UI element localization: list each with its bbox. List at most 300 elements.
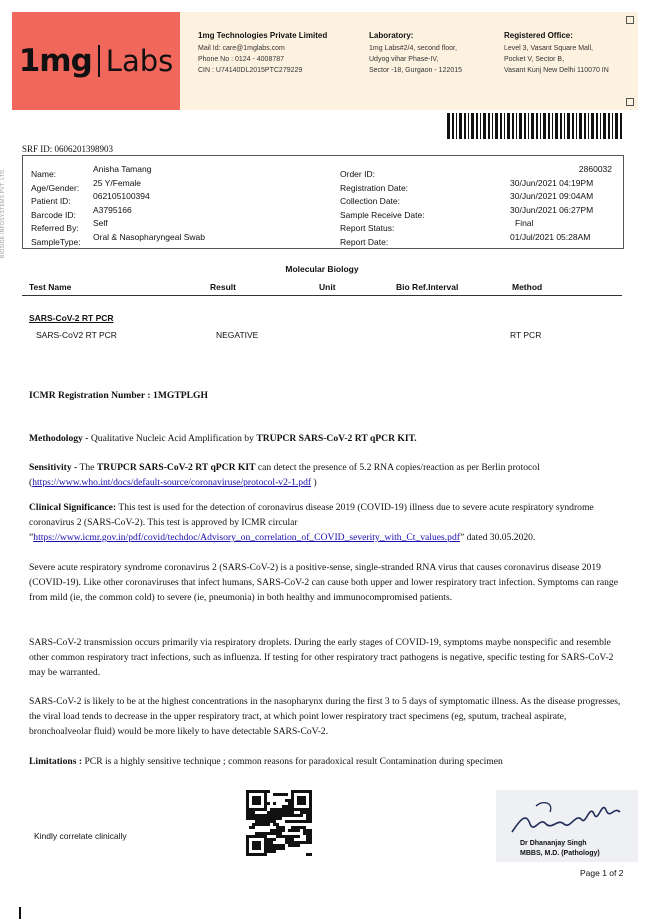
qr-module — [279, 793, 282, 796]
qr-module — [303, 799, 306, 802]
qr-module — [291, 808, 294, 811]
qr-code-icon — [246, 790, 312, 856]
qr-module — [297, 829, 300, 832]
footer-mark — [19, 907, 21, 919]
qr-module — [288, 844, 291, 847]
clinical-significance — [29, 500, 625, 545]
barcode-bar — [488, 113, 490, 139]
barcode-bar — [480, 113, 481, 139]
limitations — [29, 754, 625, 769]
qr-module — [297, 790, 300, 793]
qr-module — [306, 808, 309, 811]
qr-module — [309, 853, 312, 856]
report-date: 01/Jul/2021 05:28AM — [510, 231, 591, 242]
qr-module — [267, 823, 270, 826]
corner-mark — [626, 98, 634, 106]
qr-module — [306, 832, 309, 835]
qr-module — [273, 850, 276, 853]
patient-right-column — [340, 164, 612, 245]
qr-module — [246, 814, 249, 817]
qr-module — [255, 796, 258, 799]
qr-module — [279, 832, 282, 835]
qr-module — [273, 832, 276, 835]
qr-module — [309, 790, 312, 793]
company-line: Phone No : 0124 - 4008787 — [198, 56, 285, 63]
qr-module — [300, 808, 303, 811]
barcode-bar — [603, 113, 606, 139]
qr-module — [270, 814, 273, 817]
limitations-label: Limitations : — [29, 756, 83, 767]
qr-module — [264, 850, 267, 853]
barcode-bar — [500, 113, 502, 139]
qr-module — [306, 838, 309, 841]
qr-module — [294, 844, 297, 847]
qr-module — [306, 853, 309, 856]
qr-module — [285, 814, 288, 817]
qr-module — [270, 832, 273, 835]
qr-module — [276, 814, 279, 817]
barcode-bar — [567, 113, 570, 139]
qr-module — [264, 844, 267, 847]
qr-module — [291, 829, 294, 832]
qr-module — [309, 808, 312, 811]
methodology — [29, 431, 625, 446]
qr-module — [246, 853, 249, 856]
qr-module — [249, 814, 252, 817]
sensitivity — [29, 460, 625, 490]
brand-logo — [12, 12, 180, 110]
qr-module — [258, 799, 261, 802]
qr-module — [246, 847, 249, 850]
who-protocol-link[interactable]: https://www.who.int/docs/default-source/coronaviruse/protocol-v2-1.pdf — [32, 477, 312, 488]
qr-module — [309, 814, 312, 817]
qr-module — [267, 832, 270, 835]
order-label: Report Date: — [340, 236, 389, 247]
qr-module — [285, 835, 288, 838]
qr-module — [291, 814, 294, 817]
qr-module — [291, 838, 294, 841]
qr-module — [297, 814, 300, 817]
qr-module — [258, 844, 261, 847]
qr-module — [252, 811, 255, 814]
patient-label: Name: — [31, 169, 57, 179]
qr-module — [255, 853, 258, 856]
company-title: 1mg Technologies Private Limited — [198, 31, 328, 40]
qr-module — [279, 835, 282, 838]
qr-module — [258, 832, 261, 835]
sensitivity-text: can detect the presence of 5.2 RNA copies/reaction as per Berlin protocol ( — [29, 462, 540, 488]
clinical-quote: ” — [29, 532, 34, 543]
laboratory-line: Udyog vihar Phase-IV, — [369, 56, 439, 63]
qr-module — [267, 817, 270, 820]
qr-module — [255, 841, 258, 844]
info-paragraph: Severe acute respiratory syndrome coronavirus 2 (SARS-CoV-2) is a positive-sense, single-stranded RNA virus that causes coronavirus disease 2019 (COVID-19). Like other coronaviruses that infect humans, SARS-CoV-2 can cause both upper and lower respiratory tract infection. Symptoms can range from mild (ie, the common cold) to severe (ie, pneumonia) in both healthy and immunocompromised patients. — [29, 562, 618, 603]
qr-module — [267, 850, 270, 853]
qr-module — [264, 820, 267, 823]
patient-left-column — [31, 164, 205, 247]
qr-module — [249, 835, 252, 838]
column-header-method: Method — [512, 282, 543, 292]
qr-module — [264, 805, 267, 808]
qr-module — [288, 835, 291, 838]
qr-module — [267, 790, 270, 793]
qr-module — [309, 841, 312, 844]
qr-module — [264, 838, 267, 841]
qr-module — [309, 802, 312, 805]
barcode-bar — [456, 113, 457, 139]
barcode-bar — [555, 113, 558, 139]
barcode-bar — [459, 113, 462, 139]
patient-label: Barcode ID: — [31, 209, 76, 220]
qr-module — [288, 811, 291, 814]
qr-module — [297, 799, 300, 802]
barcode-bar — [600, 113, 601, 139]
qr-module — [273, 811, 276, 814]
qr-module — [276, 808, 279, 811]
qr-module — [273, 823, 276, 826]
column-header-ref: Bio Ref.Interval — [396, 282, 459, 292]
qr-module — [252, 826, 255, 829]
doctor-qualification: MBBS, M.D. (Pathology) — [520, 850, 600, 857]
qr-module — [264, 835, 267, 838]
table-header-rule — [22, 295, 622, 296]
qr-module — [285, 808, 288, 811]
qr-module — [300, 802, 303, 805]
qr-module — [300, 814, 303, 817]
qr-module — [264, 847, 267, 850]
qr-module — [249, 790, 252, 793]
barcode-bar — [548, 113, 550, 139]
qr-module — [273, 838, 276, 841]
qr-module — [285, 793, 288, 796]
qr-module — [309, 832, 312, 835]
barcode-bar — [476, 113, 478, 139]
qr-module — [294, 826, 297, 829]
qr-module — [270, 838, 273, 841]
page-number: Page 1 of 2 — [580, 868, 624, 878]
order-label: Sample Receive Date: — [340, 209, 425, 220]
qr-module — [303, 832, 306, 835]
qr-module — [261, 853, 264, 856]
qr-module — [255, 823, 258, 826]
qr-module — [270, 829, 273, 832]
qr-module — [267, 814, 270, 817]
qr-module — [291, 844, 294, 847]
company-info — [198, 30, 327, 76]
qr-module — [246, 796, 249, 799]
qr-module — [255, 808, 258, 811]
qr-module — [294, 820, 297, 823]
qr-module — [303, 808, 306, 811]
patient-label: Patient ID: — [31, 196, 71, 206]
qr-module — [252, 802, 255, 805]
barcode-bar — [528, 113, 529, 139]
qr-module — [276, 847, 279, 850]
qr-module — [306, 811, 309, 814]
qr-module — [294, 841, 297, 844]
barcode-bar — [612, 113, 613, 139]
qr-module — [288, 805, 291, 808]
patient-details-box — [22, 155, 624, 249]
qr-module — [303, 829, 306, 832]
qr-module — [294, 835, 297, 838]
logo-primary: 1mg — [18, 43, 92, 79]
qr-module — [261, 835, 264, 838]
qr-module — [270, 850, 273, 853]
order-label: Report Status: — [340, 223, 395, 233]
qr-module — [279, 808, 282, 811]
clinical-label: Clinical Significance: — [29, 502, 117, 513]
correlate-note: Kindly correlate clinically — [34, 831, 127, 841]
qr-module — [297, 835, 300, 838]
qr-module — [291, 802, 294, 805]
qr-module — [285, 841, 288, 844]
qr-module — [279, 817, 282, 820]
qr-module — [258, 802, 261, 805]
qr-module — [261, 832, 264, 835]
qr-module — [309, 799, 312, 802]
qr-module — [246, 805, 249, 808]
qr-module — [246, 799, 249, 802]
qr-module — [261, 814, 264, 817]
qr-module — [255, 814, 258, 817]
qr-module — [255, 847, 258, 850]
qr-module — [309, 796, 312, 799]
qr-module — [303, 826, 306, 829]
qr-module — [249, 811, 252, 814]
qr-module — [264, 793, 267, 796]
qr-module — [264, 790, 267, 793]
qr-module — [246, 838, 249, 841]
patient-id: 062105100394 — [93, 191, 150, 201]
qr-module — [300, 820, 303, 823]
sensitivity-label: Sensitivity - — [29, 462, 78, 473]
qr-module — [267, 802, 270, 805]
qr-module — [309, 829, 312, 832]
qr-module — [267, 838, 270, 841]
column-header-unit: Unit — [319, 282, 336, 292]
qr-module — [249, 853, 252, 856]
qr-module — [261, 823, 264, 826]
qr-module — [258, 808, 261, 811]
qr-module — [288, 799, 291, 802]
barcode-bar — [492, 113, 493, 139]
collection-date: 30/Jun/2021 09:04AM — [510, 191, 594, 201]
qr-module — [264, 799, 267, 802]
qr-module — [246, 835, 249, 838]
patient-label: Referred By: — [31, 223, 79, 233]
barcode-bar — [471, 113, 474, 139]
qr-module — [288, 802, 291, 805]
qr-module — [261, 820, 264, 823]
qr-module — [276, 817, 279, 820]
qr-module — [291, 841, 294, 844]
sensitivity-post: ) — [311, 477, 317, 488]
barcode-bar — [464, 113, 466, 139]
qr-module — [291, 799, 294, 802]
qr-module — [303, 796, 306, 799]
qr-module — [303, 802, 306, 805]
qr-module — [270, 820, 273, 823]
qr-module — [279, 829, 282, 832]
qr-module — [291, 820, 294, 823]
qr-module — [267, 847, 270, 850]
sensitivity-pre: The — [79, 462, 95, 473]
qr-module — [246, 790, 249, 793]
qr-module — [252, 844, 255, 847]
registered-office-line: Level 3, Vasant Square Mall, — [504, 45, 593, 52]
qr-module — [255, 790, 258, 793]
barcode-bar — [591, 113, 594, 139]
registered-office-info — [504, 30, 609, 76]
qr-module — [246, 811, 249, 814]
qr-module — [306, 835, 309, 838]
barcode-bar — [519, 113, 522, 139]
laboratory-line: 1mg Labs#2/4, second floor, — [369, 45, 457, 52]
qr-module — [279, 811, 282, 814]
qr-module — [282, 814, 285, 817]
qr-module — [306, 841, 309, 844]
qr-module — [276, 829, 279, 832]
clinical-post: ” dated 30.05.2020. — [459, 532, 536, 543]
barcode-bar — [620, 113, 622, 139]
qr-module — [246, 850, 249, 853]
qr-module — [264, 817, 267, 820]
barcode-bar — [536, 113, 538, 139]
qr-module — [300, 799, 303, 802]
qr-module — [282, 835, 285, 838]
sensitivity-kit: TRUPCR SARS-CoV-2 RT qPCR KIT — [96, 462, 256, 473]
icmr-number: 1MGTPLGH — [153, 390, 208, 401]
barcode-bar — [447, 113, 450, 139]
laboratory-title: Laboratory: — [369, 31, 414, 40]
qr-module — [282, 811, 285, 814]
methodology-kit: TRUPCR SARS-CoV-2 RT qPCR KIT. — [256, 433, 417, 444]
qr-module — [285, 811, 288, 814]
info-paragraph: SARS-CoV-2 transmission occurs primarily via respiratory droplets. During the early stages of COVID-19, symptoms maybe nonspecific and resemble other common respiratory tract infections, such as influenza. If testing for other respiratory tract pathogens is negative, specific testing for SARS-CoV-2 may be warranted. — [29, 637, 614, 678]
qr-module — [261, 808, 264, 811]
methodology-label: Methodology - — [29, 433, 89, 444]
qr-module — [285, 805, 288, 808]
qr-module — [258, 853, 261, 856]
qr-module — [273, 820, 276, 823]
order-id: 2860032 — [578, 164, 612, 174]
qr-module — [252, 817, 255, 820]
qr-module — [252, 814, 255, 817]
barcode-bar — [552, 113, 553, 139]
qr-module — [288, 814, 291, 817]
logo-secondary: Labs — [105, 44, 174, 78]
qr-module — [255, 844, 258, 847]
barcode-bar — [576, 113, 577, 139]
qr-module — [297, 808, 300, 811]
barcode-bar — [584, 113, 586, 139]
qr-module — [252, 808, 255, 811]
qr-module — [276, 793, 279, 796]
qr-module — [291, 796, 294, 799]
qr-module — [303, 790, 306, 793]
qr-module — [270, 847, 273, 850]
methodology-text: Qualitative Nucleic Acid Amplification by — [90, 433, 254, 444]
corner-mark — [626, 16, 634, 24]
barcode-bar — [564, 113, 565, 139]
qr-module — [246, 817, 249, 820]
barcode-graphic — [447, 113, 623, 139]
qr-module — [300, 790, 303, 793]
qr-module — [249, 808, 252, 811]
side-vendor-text: BIOSIDE INFOSYSTEMS PVT. LTD. — [0, 167, 7, 259]
qr-module — [252, 790, 255, 793]
result-value: NEGATIVE — [216, 330, 259, 340]
qr-module — [252, 853, 255, 856]
icmr-registration — [29, 388, 625, 403]
qr-module — [285, 799, 288, 802]
qr-module — [273, 847, 276, 850]
qr-module — [306, 829, 309, 832]
qr-module — [273, 829, 276, 832]
barcode-bar — [516, 113, 517, 139]
qr-module — [255, 832, 258, 835]
barcode-bar — [579, 113, 582, 139]
qr-module — [288, 820, 291, 823]
qr-module — [267, 844, 270, 847]
order-label: Order ID: — [340, 169, 375, 179]
icmr-advisory-link[interactable]: https://www.icmr.gov.in/pdf/covid/techdoc/Advisory_on_correlation_of_COVID_severity_with_Ct_values.pdf — [33, 532, 460, 543]
column-header-result: Result — [210, 282, 236, 292]
qr-module — [252, 835, 255, 838]
qr-module — [306, 817, 309, 820]
qr-module — [264, 814, 267, 817]
qr-module — [276, 826, 279, 829]
registered-office-title: Registered Office: — [504, 31, 573, 40]
qr-module — [291, 835, 294, 838]
patient-age-gender: 25 Y/Female — [93, 177, 142, 188]
company-line: Mail Id: care@1mglabs.com — [198, 45, 285, 52]
result-method: RT PCR — [510, 330, 542, 340]
qr-module — [288, 838, 291, 841]
qr-module — [300, 796, 303, 799]
barcode-bar — [560, 113, 562, 139]
sample-type: Oral & Nasopharyngeal Swab — [93, 231, 205, 242]
qr-module — [285, 820, 288, 823]
qr-module — [252, 841, 255, 844]
barcode-bar — [512, 113, 514, 139]
qr-module — [252, 823, 255, 826]
barcode-bar — [468, 113, 469, 139]
qr-module — [291, 826, 294, 829]
letterhead — [12, 12, 638, 110]
qr-module — [309, 793, 312, 796]
qr-module — [273, 844, 276, 847]
barcode-id: A3795166 — [93, 204, 132, 215]
result-test-name: SARS-CoV2 RT PCR — [36, 330, 117, 340]
qr-module — [273, 802, 276, 805]
signature-block — [496, 790, 638, 862]
qr-module — [255, 799, 258, 802]
qr-module — [246, 841, 249, 844]
qr-module — [294, 790, 297, 793]
patient-label: SampleType: — [31, 236, 81, 247]
qr-module — [255, 817, 258, 820]
qr-module — [273, 814, 276, 817]
qr-module — [273, 808, 276, 811]
barcode-bar — [452, 113, 454, 139]
qr-module — [258, 817, 261, 820]
qr-module — [255, 802, 258, 805]
qr-module — [303, 841, 306, 844]
qr-module — [297, 796, 300, 799]
qr-module — [246, 808, 249, 811]
